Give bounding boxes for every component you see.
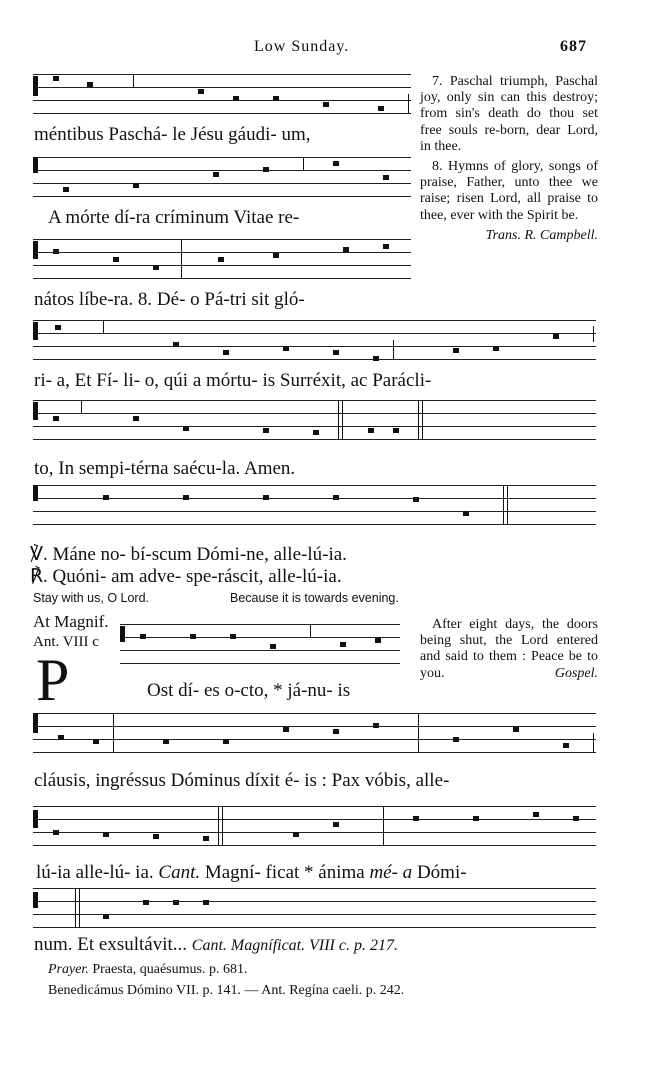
chant-staff (33, 239, 411, 281)
chant-lyric: to, In sempi-térna saécu-la. Amen. (34, 458, 296, 479)
chant-staff (33, 74, 411, 116)
translation-stanza: 7. Paschal triumph, Paschal joy, only sin can this destroy; from sin's death do thou set free souls re-born, dear Lord, in thee. (420, 74, 598, 154)
response-text: Quóni- am adve- spe-ráscit, alle-lú-ia. (52, 566, 342, 587)
versicle-text: Máne no- bí-scum Dómi-ne, alle-lú-ia. (52, 544, 347, 565)
prayer-text: Praesta, quaésumus. p. 681. (92, 962, 248, 977)
chant-lyric: Magní- ficat * ánima (204, 862, 365, 883)
versicle-symbol: ℣. (30, 544, 48, 565)
response-symbol: ℟. (30, 566, 48, 587)
response-english: Because it is towards evening. (230, 591, 399, 605)
chant-lyric: A mórte dí-ra críminum Vitae re- (48, 207, 300, 228)
hymn-translation (420, 74, 598, 248)
translation-source: Gospel. (554, 665, 598, 681)
prayer-line (48, 962, 247, 978)
chant-staff (33, 888, 596, 930)
translation-text: After eight days, the doors being shut, the Lord entered and said to them : Peace be to you. (420, 617, 598, 681)
chant-staff (33, 713, 596, 755)
chant-lyric: cláusis, ingréssus Dóminus díxit é- is : Pax vóbis, alle- (34, 770, 450, 791)
chant-lyric: ri- a, Et Fí- li- o, qúi a mórtu- is Surréxit, ac Parácli- (34, 370, 432, 391)
translation-stanza: 8. Hymns of glory, songs of praise, Father, unto thee we raise; risen Lord, all praise to thee, ever with the Spirit be. (420, 159, 598, 223)
cantus-reference: Cant. Magníficat. VIII c. p. 217. (191, 937, 398, 954)
translator-credit: Trans. R. Campbell. (485, 227, 598, 243)
chant-staff (33, 400, 596, 442)
chant-lyric: Dómi- (416, 862, 467, 883)
response-line (30, 565, 342, 588)
chant-lyric: méntibus Paschá- le Jésu gáudi- um, (34, 124, 311, 145)
chant-lyric: num. Et exsultávit... (34, 934, 188, 955)
chant-staff (33, 806, 596, 848)
initial-letter: P (36, 647, 70, 713)
chant-staff (33, 485, 596, 527)
chant-lyric: Ost dí- es o-cto, * já-nu- is (147, 680, 351, 701)
antiphon-translation (420, 617, 598, 686)
prayer-label: Prayer. (48, 962, 89, 977)
chant-lyric-line (34, 934, 398, 956)
chant-staff (120, 624, 400, 666)
chant-lyric: lú-ia alle-lú- ia. (36, 862, 154, 883)
chant-staff (33, 157, 411, 199)
chant-staff (33, 320, 596, 362)
chant-lyric-line (36, 862, 467, 884)
benedicamus-line: Benedicámus Dómino VII. p. 141. — Ant. Regína caeli. p. 242. (48, 983, 405, 998)
page-title: Low Sunday. (254, 38, 350, 55)
chant-lyric: nátos líbe-ra. 8. Dé- o Pá-tri sit gló- (34, 289, 305, 310)
cantus-label: Cant. (158, 862, 201, 883)
page-number: 687 (560, 38, 587, 55)
magnificat-label: At Magnif. (33, 612, 109, 631)
antiphon-mode: Ant. VIII c (33, 634, 99, 650)
versicle-english: Stay with us, O Lord. (33, 591, 150, 605)
versicle-line (30, 543, 347, 566)
chant-lyric-italic: mé- a (369, 862, 413, 883)
